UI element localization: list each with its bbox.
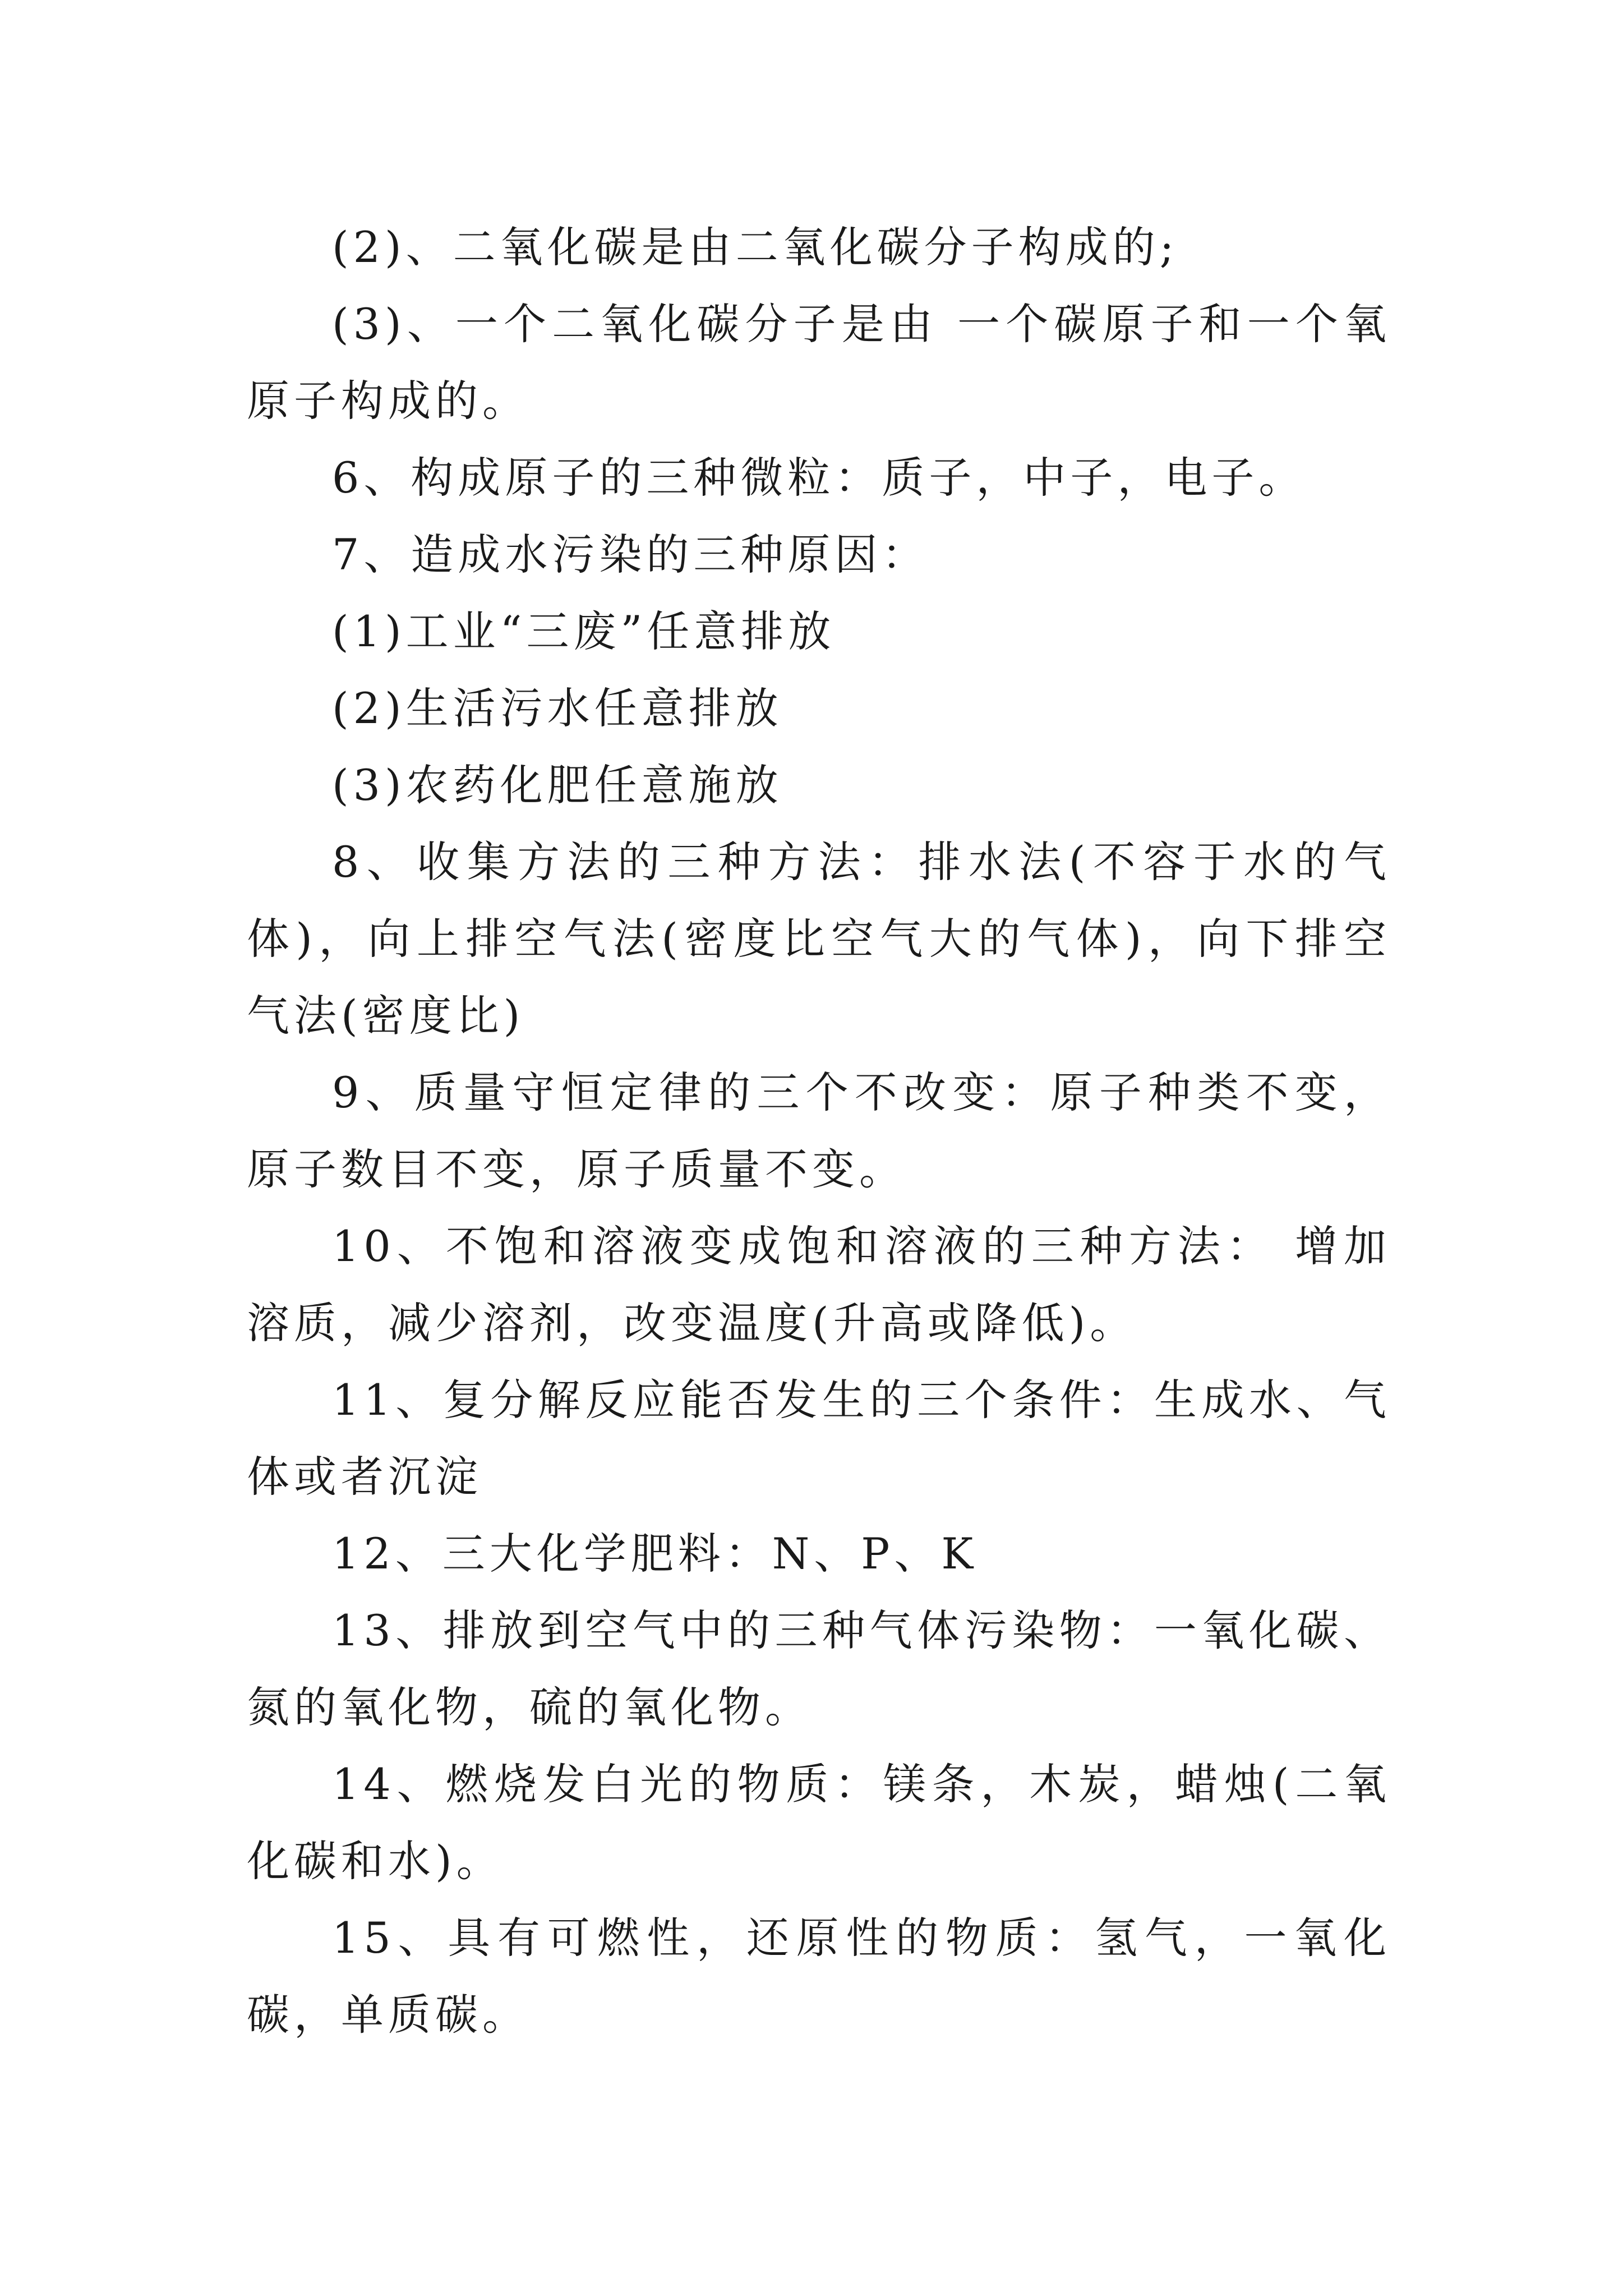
paragraph-water-pollution-2: (2)生活污水任意排放 [332, 683, 783, 733]
paragraph-water-pollution-3: (3)农药化肥任意施放 [332, 760, 783, 810]
paragraph-reducing-substances: 15、具有可燃性，还原性的物质：氢气，一氧化碳，单质碳。 [247, 1913, 1391, 2040]
paragraph-saturated-solution: 10、不饱和溶液变成饱和溶液的三种方法： 增加溶质，减少溶剂，改变温度(升高或降低)。 [247, 1221, 1391, 1348]
paragraph-co2-composition: (2)、二氧化碳是由二氧化碳分子构成的; [332, 222, 1179, 272]
paragraph-water-pollution-1: (1)工业“三废”任意排放 [332, 606, 836, 656]
paragraph-fertilizers: 12、三大化学肥料：N、P、K [332, 1529, 978, 1579]
paragraph-co2-molecule: (3)、一个二氧化碳分子是由 一个碳原子和一个氧原子构成的。 [247, 299, 1391, 426]
paragraph-air-pollutants: 13、排放到空气中的三种气体污染物：一氧化碳、氮的氧化物，硫的氧化物。 [247, 1605, 1391, 1732]
paragraph-gas-collection: 8、收集方法的三种方法：排水法(不容于水的气体)，向上排空气法(密度比空气大的气体)，向下排空气法(密度比) [247, 837, 1391, 1041]
document-body [247, 209, 1391, 2053]
paragraph-water-pollution-heading: 7、造成水污染的三种原因： [332, 530, 929, 579]
paragraph-atom-particles: 6、构成原子的三种微粒：质子，中子，电子。 [332, 453, 1306, 503]
paragraph-mass-conservation: 9、质量守恒定律的三个不改变：原子种类不变，原子数目不变，原子质量不变。 [247, 1068, 1391, 1194]
paragraph-double-decomposition: 11、复分解反应能否发生的三个条件：生成水、气体或者沉淀 [247, 1375, 1391, 1502]
paragraph-white-light-combustion: 14、燃烧发白光的物质：镁条，木炭，蜡烛(二氧化碳和水)。 [247, 1759, 1391, 1886]
